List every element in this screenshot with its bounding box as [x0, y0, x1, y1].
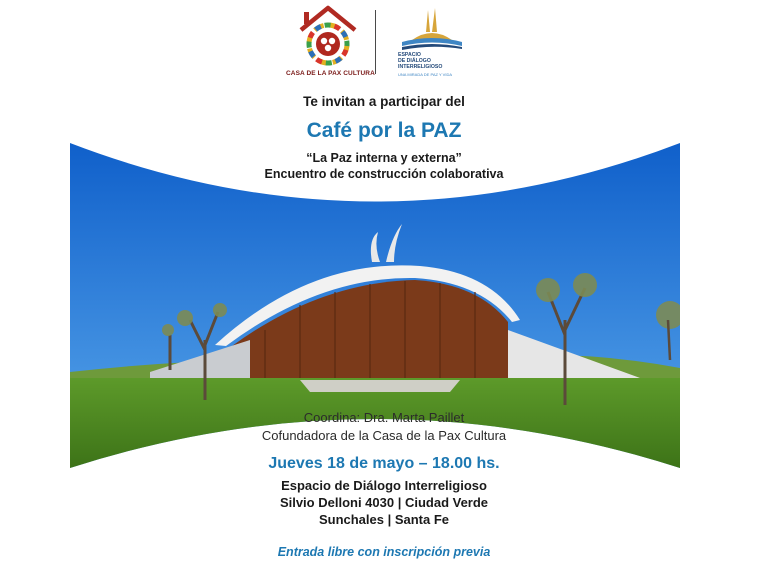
- left-logo-caption: CASA DE LA PAX CULTURA: [286, 70, 375, 77]
- right-logo-caption-line: INTERRELIGIOSO: [398, 64, 443, 70]
- venue-address: Silvio Delloni 4030 | Ciudad Verde: [279, 495, 489, 510]
- coordinator-role: Cofundadora de la Casa de la Pax Cultura: [261, 428, 507, 443]
- right-logo-caption-line: ESPACIO: [398, 52, 421, 58]
- event-subtitle-2: Encuentro de construcción colaborativa: [264, 167, 504, 181]
- event-date-time: Jueves 18 de mayo – 18.00 hs.: [268, 455, 500, 472]
- path: [300, 380, 460, 392]
- venue-name: Espacio de Diálogo Interreligioso: [281, 478, 487, 493]
- entry-note: Entrada libre con inscripción previa: [277, 545, 491, 559]
- venue-city: Sunchales | Santa Fe: [318, 512, 450, 527]
- right-logo-caption-line: DE DIÁLOGO: [398, 58, 431, 64]
- coordinator-text: Coordina: Dra. Marta Paillet: [303, 410, 465, 425]
- intro-text: Te invitan a participar del: [303, 94, 465, 109]
- event-subtitle: “La Paz interna y externa”: [306, 151, 462, 165]
- event-title: Café por la PAZ: [306, 119, 462, 142]
- right-logo-tagline: UNA MIRADA DE PAZ Y VIDA: [398, 72, 453, 77]
